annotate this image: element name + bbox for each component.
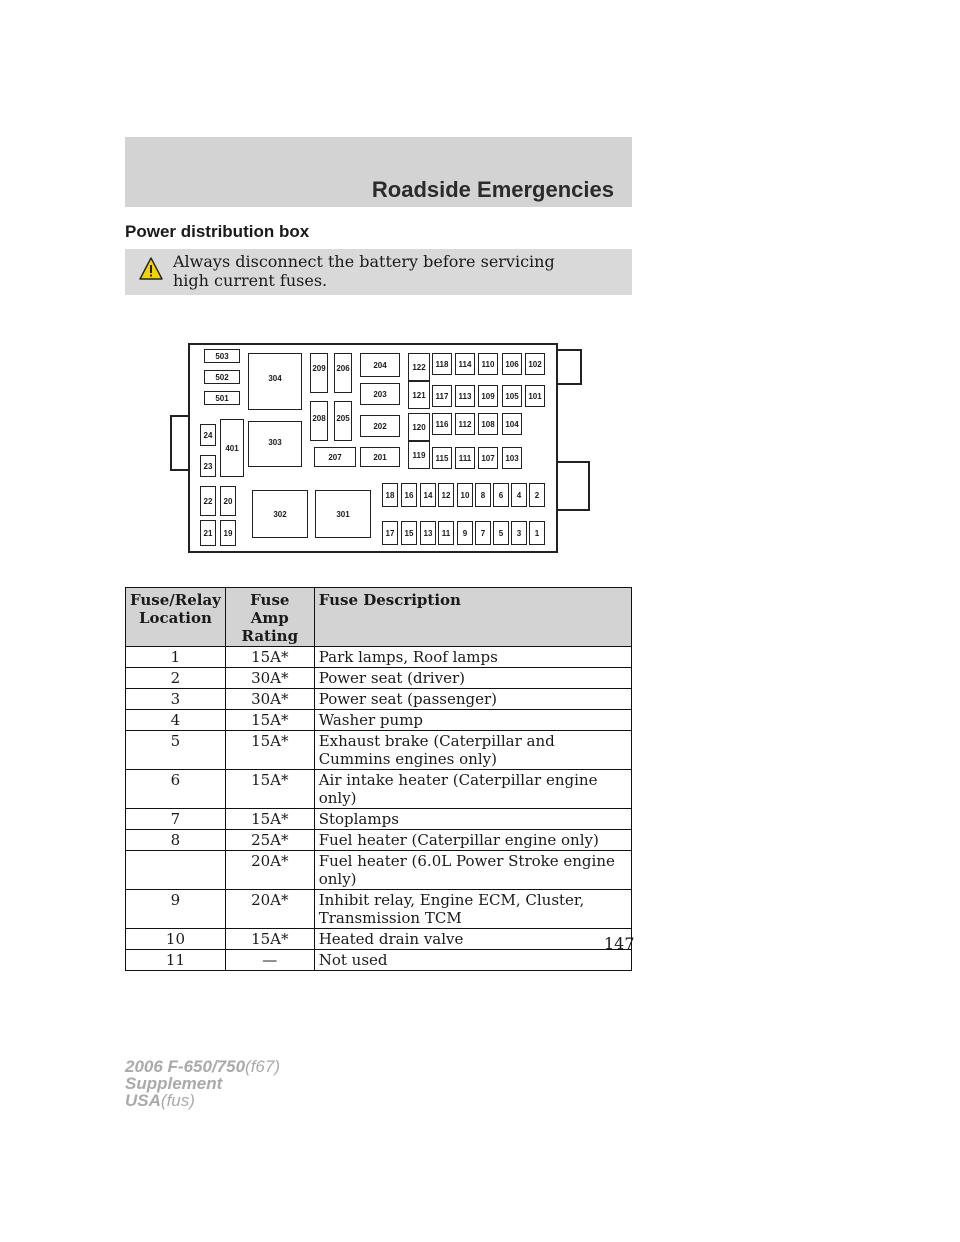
fuse-106: 106: [502, 353, 522, 375]
table-row: [126, 770, 632, 809]
table-row: [126, 830, 632, 851]
fuse-24: 24: [200, 424, 216, 446]
fuse-22: 22: [200, 486, 216, 516]
table-row: [126, 929, 632, 950]
table-row: [126, 809, 632, 830]
fuse-101: 101: [525, 385, 545, 407]
fuse-11: 11: [438, 521, 454, 545]
cell-description: Inhibit relay, Engine ECM, Cluster, Transmission TCM: [314, 890, 631, 929]
fuse-5: 5: [493, 521, 509, 545]
column-header-rating: Fuse Amp Rating: [225, 588, 314, 647]
relay-401: 401: [220, 419, 244, 477]
cell-rating: 15A*: [225, 731, 314, 770]
fuse-3: 3: [511, 521, 527, 545]
cell-location: 1: [126, 647, 226, 668]
fuse-20: 20: [220, 486, 236, 516]
cell-description: Washer pump: [314, 710, 631, 731]
fuse-108: 108: [478, 413, 498, 435]
warning-triangle-icon: [139, 257, 163, 281]
fuse-1: 1: [529, 521, 545, 545]
table-row: [126, 710, 632, 731]
fuse-104: 104: [502, 413, 522, 435]
cell-rating: 30A*: [225, 689, 314, 710]
fuse-17: 17: [382, 521, 398, 545]
fuse-10: 10: [457, 483, 473, 507]
fuse-114: 114: [455, 353, 475, 375]
cell-rating: 15A*: [225, 929, 314, 950]
footer-model-code: (f67): [245, 1057, 281, 1076]
column-header-description: Fuse Description: [314, 588, 631, 647]
fuse-112: 112: [455, 413, 475, 435]
fuse-12: 12: [438, 483, 454, 507]
cell-description: Air intake heater (Caterpillar engine only): [314, 770, 631, 809]
fuse-122: 122: [408, 353, 430, 381]
cell-location: 6: [126, 770, 226, 809]
fuse-18: 18: [382, 483, 398, 507]
cell-rating: 15A*: [225, 710, 314, 731]
fuse-2: 2: [529, 483, 545, 507]
table-row: [126, 731, 632, 770]
cell-location: 3: [126, 689, 226, 710]
page-number: 147: [604, 934, 635, 953]
cell-rating: 20A*: [225, 851, 314, 890]
cell-description: Power seat (passenger): [314, 689, 631, 710]
fuse-6: 6: [493, 483, 509, 507]
fuse-502: 502: [204, 370, 240, 384]
cell-description: Fuel heater (6.0L Power Stroke engine only): [314, 851, 631, 890]
cell-description: Heated drain valve: [314, 929, 631, 950]
footer: [125, 1058, 280, 1109]
section-title: Roadside Emergencies: [371, 177, 614, 202]
fuse-207: 207: [314, 447, 356, 467]
fuse-121: 121: [408, 381, 430, 409]
fuse-107: 107: [478, 447, 498, 469]
fuse-111: 111: [455, 447, 475, 469]
subheading: Power distribution box: [125, 222, 310, 241]
fuse-table: [125, 587, 632, 971]
relay-205: 205: [334, 401, 352, 441]
column-header-location: Fuse/Relay Location: [126, 588, 226, 647]
table-row: [126, 647, 632, 668]
warning-text: Always disconnect the battery before servicing high current fuses.: [173, 252, 555, 290]
footer-market-code: (fus): [160, 1091, 195, 1110]
cell-location: 7: [126, 809, 226, 830]
fuse-21: 21: [200, 520, 216, 546]
cell-description: Stoplamps: [314, 809, 631, 830]
cell-rating: 15A*: [225, 770, 314, 809]
fuse-box-right-tab-top: [556, 349, 582, 385]
table-header-row: [126, 588, 632, 647]
fuse-13: 13: [420, 521, 436, 545]
fuse-103: 103: [502, 447, 522, 469]
cell-rating: 15A*: [225, 647, 314, 668]
fuse-203: 203: [360, 383, 400, 405]
fuse-8: 8: [475, 483, 491, 507]
fuse-501: 501: [204, 391, 240, 405]
relay-301: 301: [315, 490, 371, 538]
fuse-109: 109: [478, 385, 498, 407]
fuse-4: 4: [511, 483, 527, 507]
table-row: [126, 851, 632, 890]
footer-market: USA: [125, 1091, 161, 1110]
cell-rating: 25A*: [225, 830, 314, 851]
relay-206: 206: [334, 353, 352, 393]
fuse-117: 117: [432, 385, 452, 407]
cell-location: 5: [126, 731, 226, 770]
fuse-14: 14: [420, 483, 436, 507]
fuse-202: 202: [360, 415, 400, 437]
footer-line-2: Supplement: [125, 1074, 223, 1093]
fuse-box-right-tab-bottom: [556, 461, 590, 511]
header-band: [125, 137, 632, 207]
cell-location: 8: [126, 830, 226, 851]
relay-303: 303: [248, 421, 302, 467]
relay-302: 302: [252, 490, 308, 538]
fuse-113: 113: [455, 385, 475, 407]
fuse-201: 201: [360, 447, 400, 467]
fuse-120: 120: [408, 413, 430, 441]
fuse-119: 119: [408, 441, 430, 469]
fuse-box-left-tab: [170, 415, 190, 471]
cell-rating: 30A*: [225, 668, 314, 689]
fuse-110: 110: [478, 353, 498, 375]
table-row: [126, 689, 632, 710]
cell-description: Park lamps, Roof lamps: [314, 647, 631, 668]
cell-description: Exhaust brake (Caterpillar and Cummins engines only): [314, 731, 631, 770]
fuse-204: 204: [360, 353, 400, 377]
table-row: [126, 668, 632, 689]
cell-description: Fuel heater (Caterpillar engine only): [314, 830, 631, 851]
cell-description: Not used: [314, 950, 631, 971]
fuse-9: 9: [457, 521, 473, 545]
fuse-box-diagram: [170, 343, 590, 555]
fuse-7: 7: [475, 521, 491, 545]
footer-model: 2006 F-650/750: [125, 1057, 246, 1076]
relay-209: 209: [310, 353, 328, 393]
table-row: [126, 950, 632, 971]
footer-line-1: [125, 1058, 280, 1075]
warning-box: [125, 249, 632, 295]
cell-location: [126, 851, 226, 890]
fuse-115: 115: [432, 447, 452, 469]
cell-description: Power seat (driver): [314, 668, 631, 689]
cell-location: 4: [126, 710, 226, 731]
cell-rating: 20A*: [225, 890, 314, 929]
cell-rating: —: [225, 950, 314, 971]
table-row: [126, 890, 632, 929]
relay-304: 304: [248, 353, 302, 410]
fuse-102: 102: [525, 353, 545, 375]
fuse-23: 23: [200, 455, 216, 477]
cell-rating: 15A*: [225, 809, 314, 830]
cell-location: 11: [126, 950, 226, 971]
cell-location: 9: [126, 890, 226, 929]
relay-208: 208: [310, 401, 328, 441]
fuse-15: 15: [401, 521, 417, 545]
fuse-503: 503: [204, 349, 240, 363]
footer-line-3: [125, 1092, 280, 1109]
fuse-116: 116: [432, 413, 452, 435]
fuse-105: 105: [502, 385, 522, 407]
fuse-19: 19: [220, 520, 236, 546]
fuse-118: 118: [432, 353, 452, 375]
fuse-16: 16: [401, 483, 417, 507]
cell-location: 2: [126, 668, 226, 689]
cell-location: 10: [126, 929, 226, 950]
